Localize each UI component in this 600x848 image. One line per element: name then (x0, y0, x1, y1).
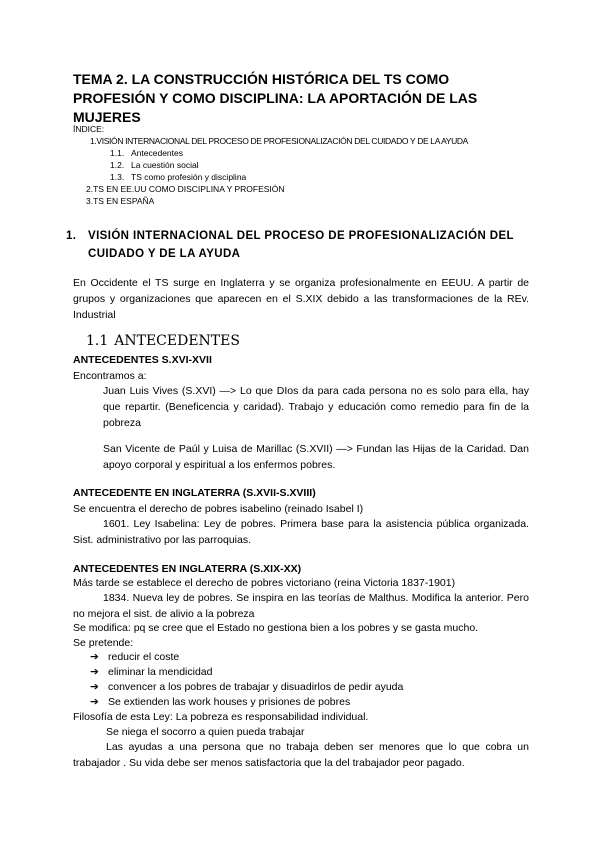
document-title: TEMA 2. LA CONSTRUCCIÓN HISTÓRICA DEL TS COMO PROFESIÓN Y COMO DISCIPLINA: LA APORTACIÓN DE LAS MUJERES (73, 71, 478, 125)
paragraph-derecho-victoriano: Más tarde se establece el derecho de pobres victoriano (reina Victoria 1837-1901) (73, 577, 456, 589)
paragraph-juan-luis-vives: Juan Luis Vives (S.XVI) —> Lo que DIos da para cada persona no es solo para ella, hay que repartir. (Beneficencia y caridad). Trabajo y educación como remedio para fin de la pobreza (103, 385, 529, 429)
arrow-icon: ➔ (90, 666, 99, 678)
paragraph-se-niega-socorro: Se niega el socorro a quien pueda trabajar (106, 726, 305, 738)
list-item (90, 650, 179, 665)
paragraph-ley-isabelina: 1601. Ley Isabelina: Ley de pobres. Primera base para la asistencia pública organizada. Sist. administrativo por las parroquias. (73, 518, 529, 546)
paragraph-encontramos: Encontramos a: (73, 370, 147, 382)
list-item (90, 695, 350, 710)
paragraph-derecho-isabelino: Se encuentra el derecho de pobres isabelino (reinado Isabel I) (73, 503, 364, 515)
heading-antecedentes-inglaterra-xix-xx: ANTECEDENTES EN INGLATERRA (S.XIX-XX) (73, 563, 302, 575)
arrow-icon: ➔ (90, 651, 99, 663)
section-intro-paragraph: En Occidente el TS surge en Inglaterra y se organiza profesionalmente en EEUU. A partir de grupos y organizaciones que aparecen en el S.XIX debido a las transformaciones de la REv. Industrial (73, 277, 529, 321)
subsection-heading-text: ANTECEDENTES (114, 333, 240, 349)
index-subitem-1-2 (110, 160, 199, 171)
index-subitem-number: 1.2. (110, 160, 125, 170)
index-subitem-1-3 (110, 172, 246, 183)
index-subitem-label: Antecedentes (131, 148, 183, 158)
subsection-number: 1.1 (86, 333, 109, 349)
heading-antecedentes-xvi-xvii: ANTECEDENTES S.XVI-XVII (73, 354, 212, 366)
list-item (90, 680, 403, 695)
index-subitem-label: La cuestión social (131, 160, 199, 170)
list-item-text: eliminar la mendicidad (108, 666, 213, 678)
paragraph-san-vicente: San Vicente de Paúl y Luisa de Marillac (S.XVII) —> Fundan las Hijas de la Caridad. Dan apoyo corporal y espiritual a los enfermos pobres. (103, 443, 529, 471)
index-subitem-number: 1.1. (110, 148, 125, 158)
list-item (90, 665, 212, 680)
list-item-text: reducir el coste (108, 651, 180, 663)
paragraph-las-ayudas: Las ayudas a una persona que no trabaja deben ser menores que lo que cobra un trabajador . Su vida debe ser menos satisfactoria que la del trabajador peor pagado. (73, 741, 529, 769)
index-subitem-label: TS como profesión y disciplina (131, 172, 247, 182)
index-item-3: 3.TS EN ESPAÑA (86, 196, 155, 206)
index-item-2: 2.TS EN EE.UU COMO DISCIPLINA Y PROFESIÓN (86, 184, 285, 194)
paragraph-nueva-ley-pobres: 1834. Nueva ley de pobres. Se inspira en las teorías de Malthus. Modifica la anterior. Pero no mejora el sist. de alivio a la pobreza (73, 592, 529, 620)
subsection-heading-1-1 (86, 332, 240, 350)
arrow-icon: ➔ (90, 681, 99, 693)
index-subitem-1-1 (110, 148, 183, 159)
index-subitem-number: 1.3. (110, 172, 125, 182)
section-number: 1. (66, 230, 77, 242)
paragraph-se-pretende: Se pretende: (73, 637, 134, 649)
arrow-icon: ➔ (90, 696, 99, 708)
list-item-text: convencer a los pobres de trabajar y disuadirlos de pedir ayuda (108, 681, 404, 693)
index-item-1: 1.VISIÓN INTERNACIONAL DEL PROCESO DE PROFESIONALIZACIÓN DEL CUIDADO Y DE LA AYUDA (90, 136, 468, 146)
paragraph-filosofia: Filosofía de esta Ley: La pobreza es responsabilidad individual. (73, 711, 369, 723)
section-heading-text: VISIÓN INTERNACIONAL DEL PROCESO DE PROFESIONALIZACIÓN DEL CUIDADO Y DE LA AYUDA (88, 230, 514, 260)
paragraph-se-modifica: Se modifica: pq se cree que el Estado no gestiona bien a los pobres y se gasta mucho. (73, 622, 479, 634)
heading-antecedente-inglaterra-xvii-xviii: ANTECEDENTE EN INGLATERRA (S.XVII-S.XVIII) (73, 487, 316, 499)
section-heading-1 (66, 227, 531, 263)
index-label: ÍNDICE: (73, 124, 105, 134)
list-item-text: Se extienden las work houses y prisiones de pobres (108, 696, 351, 708)
